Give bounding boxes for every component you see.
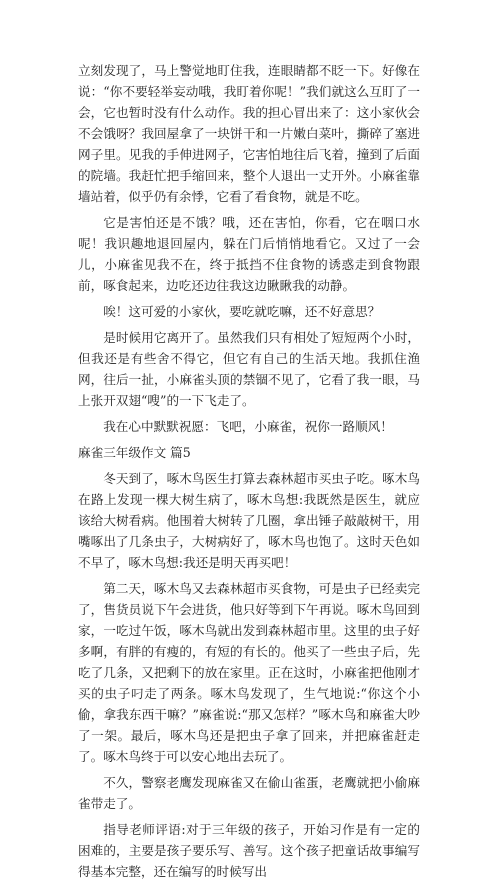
paragraph: 我在心中默默祝愿：飞吧，小麻雀，祝你一路顺风！ — [103, 419, 393, 434]
paragraph: 指导老师评语:对于三年级的孩子，开始习作是有一定的困难的，主要是孩子要乐写、善写。这个孩子把童话故事编写得基本完整，还在编写的时候写出 — [78, 822, 420, 879]
paragraph: 立刻发现了，马上警觉地盯住我，连眼睛都不眨一下。好像在说：“你不要轻举妄动哦，我盯着你呢！”我们就这么互盯了一会，它也暂时没有什么动作。我的担心冒出来了：这小家伙会不会饿呀？我回屋拿了一块饼干和一片嫩白菜叶，撕碎了塞进网子里。见我的手伸进网子，它害怕地往后飞着，撞到了后面的院墙。我赶忙把手缩回来，整个人退出一丈开外。小麻雀靠墙站着，似乎仍有余悸，它看了看食物，就是不吃。 — [78, 63, 420, 204]
paragraph: 唉！这可爱的小家伙，要吃就吃嘛，还不好意思？ — [103, 304, 381, 319]
paragraph: 是时候用它离开了。虽然我们只有相处了短短两个小时，但我还是有些舍不得它，但它有自己的生活天地。我抓住渔网，往后一扯，小麻雀头顶的禁锢不见了，它看了我一眼，马上张开双翅“嗖”的一下飞走了。 — [78, 330, 420, 408]
paragraph: 它是害怕还是不饿？哦，还在害怕，你看，它在咽口水呢！我识趣地退回屋内，躲在门后悄悄地看它。又过了一会儿，小麻雀见我不在，终于抵挡不住食物的诱惑走到食物跟前，啄食起来，边吃还边往我这边瞅瞅我的动静。 — [78, 215, 420, 293]
document-body — [78, 60, 420, 887]
paragraph: 冬天到了，啄木鸟医生打算去森林超市买虫子吃。啄木鸟在路上发现一棵大树生病了，啄木鸟想:我既然是医生，就应该给大树看病。他围着大树转了几圈，拿出锤子敲敲树干，用嘴啄出了几条虫子，大树病好了，啄木鸟也饱了。这时天色如不早了，啄木鸟想:我还是明天再买吧！ — [78, 471, 420, 570]
section-heading: 麻雀三年级作文 篇5 — [78, 445, 191, 460]
paragraph: 第二天，啄木鸟又去森林超市买食物，可是虫子已经卖完了，售货员说下午会进货，他只好等到下午再说。啄木鸟回到家，一吃过午饭，啄木鸟就出发到森林超市里。这里的虫子好多啊，有胖的有瘦的，有短的有长的。他买了一些虫子后，先吃了几条，又把剩下的放在家里。正在这时，小麻雀把他刚才买的虫子叼走了两条。啄木鸟发现了，生气地说:“你这个小偷，拿我东西干嘛？”麻雀说:“那又怎样？”啄木鸟和麻雀大吵了一架。最后，啄木鸟还是把虫子拿了回来，并把麻雀赶走了。啄木鸟终于可以安心地出去玩了。 — [78, 581, 420, 764]
paragraph: 不久，警察老鹰发现麻雀又在偷山雀蛋，老鹰就把小偷麻雀带走了。 — [78, 775, 420, 811]
